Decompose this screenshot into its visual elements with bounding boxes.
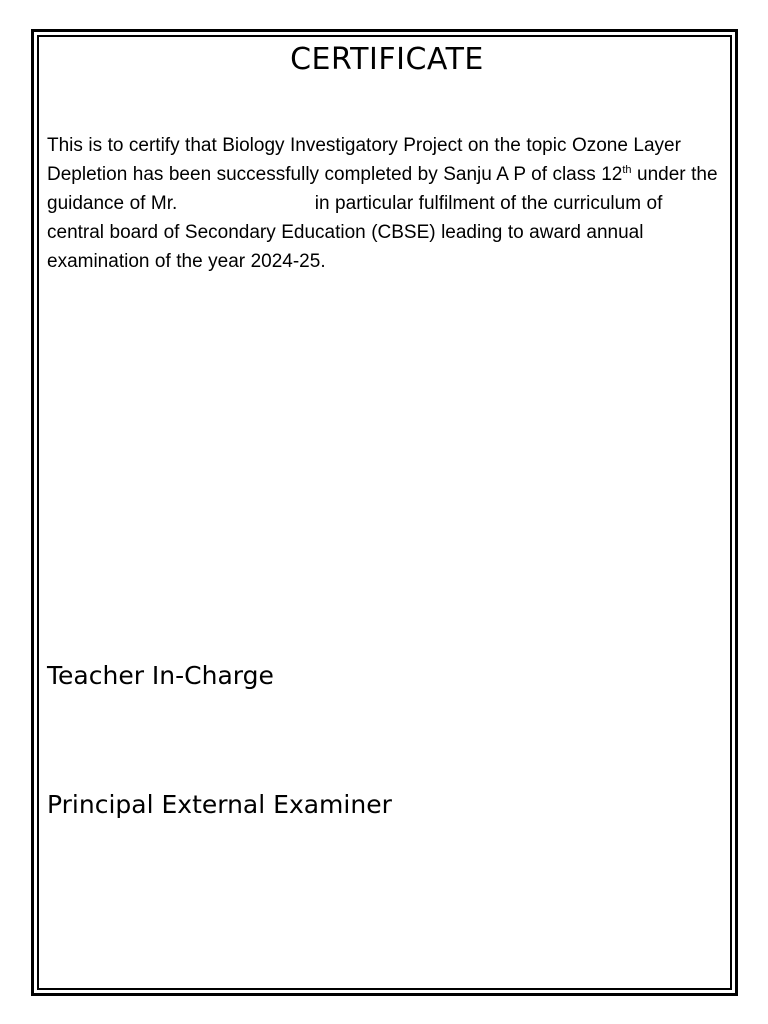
paragraph-text-part3: in particular fulfilment of the curriculum of central board of Secondary Education (CBSE) leading to award annual examination of the year 2024-25. [47,193,663,272]
principal-external-examiner-label: Principal External Examiner [47,790,392,819]
paragraph-text-part1: This is to certify that Biology Investigatory Project on the topic Ozone Layer Depletion has been successfully completed by Sanju A P of class [47,135,681,185]
paragraph-text-part2: under the guidance of Mr. [47,164,718,214]
certificate-paragraph [47,131,719,276]
class-number: 12 [601,164,623,185]
teacher-in-charge-label: Teacher In-Charge [47,661,274,690]
certificate-title: CERTIFICATE [290,42,484,77]
class-suffix: th [622,164,632,176]
